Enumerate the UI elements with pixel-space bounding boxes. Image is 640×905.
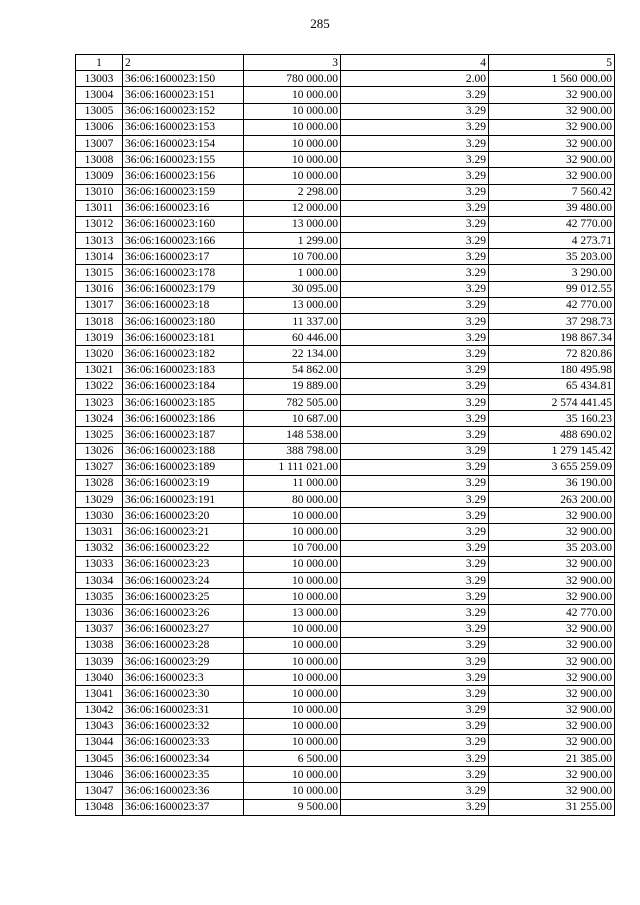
table-cell: 3.29 xyxy=(341,330,489,346)
table-cell: 13037 xyxy=(76,621,123,637)
table-cell: 3.29 xyxy=(341,751,489,767)
table-cell: 13033 xyxy=(76,556,123,572)
table-cell: 36:06:1600023:184 xyxy=(123,378,244,394)
table-cell: 3.29 xyxy=(341,249,489,265)
table-cell: 3.29 xyxy=(341,670,489,686)
table-cell: 13006 xyxy=(76,119,123,135)
column-header: 1 xyxy=(76,55,123,71)
table-cell: 10 687.00 xyxy=(244,411,341,427)
table-cell: 42 770.00 xyxy=(489,605,615,621)
table-cell: 10 000.00 xyxy=(244,168,341,184)
table-cell: 11 000.00 xyxy=(244,475,341,491)
table-cell: 11 337.00 xyxy=(244,314,341,330)
table-cell: 36:06:1600023:185 xyxy=(123,394,244,410)
table-cell: 32 900.00 xyxy=(489,621,615,637)
table-row xyxy=(76,767,615,783)
table-cell: 13014 xyxy=(76,249,123,265)
table-cell: 35 203.00 xyxy=(489,540,615,556)
table-cell: 10 000.00 xyxy=(244,135,341,151)
table-cell: 13040 xyxy=(76,670,123,686)
table-row xyxy=(76,670,615,686)
table-cell: 388 798.00 xyxy=(244,443,341,459)
table-cell: 36:06:1600023:191 xyxy=(123,492,244,508)
table-cell: 36 190.00 xyxy=(489,475,615,491)
table-cell: 80 000.00 xyxy=(244,492,341,508)
table-cell: 13008 xyxy=(76,152,123,168)
table-cell: 3.29 xyxy=(341,216,489,232)
table-cell: 32 900.00 xyxy=(489,637,615,653)
table-cell: 30 095.00 xyxy=(244,281,341,297)
table-row xyxy=(76,573,615,589)
table-cell: 13026 xyxy=(76,443,123,459)
table-cell: 3.29 xyxy=(341,394,489,410)
table-cell: 39 480.00 xyxy=(489,200,615,216)
table-cell: 6 500.00 xyxy=(244,751,341,767)
table-cell: 32 900.00 xyxy=(489,734,615,750)
table-cell: 13020 xyxy=(76,346,123,362)
table-cell: 488 690.02 xyxy=(489,427,615,443)
table-cell: 36:06:1600023:181 xyxy=(123,330,244,346)
table-cell: 36:06:1600023:155 xyxy=(123,152,244,168)
table-cell: 36:06:1600023:33 xyxy=(123,734,244,750)
table-cell: 13029 xyxy=(76,492,123,508)
table-cell: 1 299.00 xyxy=(244,233,341,249)
table-cell: 36:06:1600023:153 xyxy=(123,119,244,135)
table-cell: 42 770.00 xyxy=(489,297,615,313)
table-cell: 36:06:1600023:20 xyxy=(123,508,244,524)
table-cell: 31 255.00 xyxy=(489,799,615,815)
table-cell: 2.00 xyxy=(341,71,489,87)
table-cell: 3.29 xyxy=(341,524,489,540)
table-cell: 1 111 021.00 xyxy=(244,459,341,475)
table-cell: 32 900.00 xyxy=(489,653,615,669)
table-row xyxy=(76,346,615,362)
table-cell: 36:06:1600023:16 xyxy=(123,200,244,216)
table-cell: 3.29 xyxy=(341,718,489,734)
table-cell: 3.29 xyxy=(341,767,489,783)
table-cell: 13047 xyxy=(76,783,123,799)
table-row xyxy=(76,621,615,637)
table-cell: 3.29 xyxy=(341,556,489,572)
table-cell: 3.29 xyxy=(341,734,489,750)
table-cell: 10 000.00 xyxy=(244,783,341,799)
table-cell: 19 889.00 xyxy=(244,378,341,394)
table-cell: 36:06:1600023:183 xyxy=(123,362,244,378)
table-cell: 3.29 xyxy=(341,459,489,475)
table-cell: 3.29 xyxy=(341,637,489,653)
table-cell: 3.29 xyxy=(341,346,489,362)
table-cell: 12 000.00 xyxy=(244,200,341,216)
table-cell: 3.29 xyxy=(341,783,489,799)
table-cell: 10 000.00 xyxy=(244,508,341,524)
table-cell: 32 900.00 xyxy=(489,767,615,783)
table-cell: 1 560 000.00 xyxy=(489,71,615,87)
table-cell: 32 900.00 xyxy=(489,152,615,168)
table-row xyxy=(76,265,615,281)
table-cell: 36:06:1600023:36 xyxy=(123,783,244,799)
table-cell: 36:06:1600023:17 xyxy=(123,249,244,265)
table-cell: 3.29 xyxy=(341,702,489,718)
table-cell: 3.29 xyxy=(341,427,489,443)
table-cell: 36:06:1600023:31 xyxy=(123,702,244,718)
table-cell: 32 900.00 xyxy=(489,135,615,151)
table-cell: 3.29 xyxy=(341,362,489,378)
table-row xyxy=(76,103,615,119)
table-cell: 3.29 xyxy=(341,119,489,135)
table-cell: 37 298.73 xyxy=(489,314,615,330)
table-cell: 3.29 xyxy=(341,492,489,508)
table-row xyxy=(76,135,615,151)
data-table xyxy=(75,54,615,816)
table-row xyxy=(76,330,615,346)
table-cell: 32 900.00 xyxy=(489,589,615,605)
table-header-row xyxy=(76,55,615,71)
table-cell: 3.29 xyxy=(341,103,489,119)
table-cell: 13 000.00 xyxy=(244,216,341,232)
table-cell: 782 505.00 xyxy=(244,394,341,410)
table-cell: 36:06:1600023:3 xyxy=(123,670,244,686)
table-cell: 36:06:1600023:34 xyxy=(123,751,244,767)
table-cell: 13045 xyxy=(76,751,123,767)
table-cell: 32 900.00 xyxy=(489,702,615,718)
table-cell: 13035 xyxy=(76,589,123,605)
table-cell: 10 700.00 xyxy=(244,249,341,265)
table-cell: 3.29 xyxy=(341,589,489,605)
table-cell: 10 000.00 xyxy=(244,589,341,605)
table-cell: 263 200.00 xyxy=(489,492,615,508)
table-cell: 13031 xyxy=(76,524,123,540)
table-cell: 32 900.00 xyxy=(489,686,615,702)
table-cell: 65 434.81 xyxy=(489,378,615,394)
table-cell: 36:06:1600023:154 xyxy=(123,135,244,151)
table-row xyxy=(76,71,615,87)
table-cell: 72 820.86 xyxy=(489,346,615,362)
table-row xyxy=(76,314,615,330)
table-cell: 3.29 xyxy=(341,200,489,216)
table-cell: 36:06:1600023:24 xyxy=(123,573,244,589)
table-cell: 36:06:1600023:23 xyxy=(123,556,244,572)
table-cell: 99 012.55 xyxy=(489,281,615,297)
table-cell: 13 000.00 xyxy=(244,297,341,313)
table-body xyxy=(76,71,615,816)
table-row xyxy=(76,524,615,540)
table-cell: 198 867.34 xyxy=(489,330,615,346)
table-cell: 13013 xyxy=(76,233,123,249)
table-cell: 13048 xyxy=(76,799,123,815)
table-cell: 13021 xyxy=(76,362,123,378)
table-cell: 3.29 xyxy=(341,265,489,281)
column-header: 5 xyxy=(489,55,615,71)
table-cell: 13027 xyxy=(76,459,123,475)
table-cell: 36:06:1600023:21 xyxy=(123,524,244,540)
table-cell: 3.29 xyxy=(341,508,489,524)
table-cell: 32 900.00 xyxy=(489,87,615,103)
table-cell: 36:06:1600023:28 xyxy=(123,637,244,653)
table-row xyxy=(76,281,615,297)
table-cell: 13023 xyxy=(76,394,123,410)
table-cell: 32 900.00 xyxy=(489,508,615,524)
table-cell: 36:06:1600023:18 xyxy=(123,297,244,313)
table-cell: 10 000.00 xyxy=(244,556,341,572)
table-cell: 3 655 259.09 xyxy=(489,459,615,475)
table-row xyxy=(76,152,615,168)
table-cell: 36:06:1600023:159 xyxy=(123,184,244,200)
column-header: 2 xyxy=(123,55,244,71)
table-row xyxy=(76,540,615,556)
table-cell: 13004 xyxy=(76,87,123,103)
table-cell: 54 862.00 xyxy=(244,362,341,378)
table-cell: 36:06:1600023:166 xyxy=(123,233,244,249)
table-row xyxy=(76,394,615,410)
table-cell: 10 000.00 xyxy=(244,653,341,669)
table-cell: 4 273.71 xyxy=(489,233,615,249)
table-cell: 36:06:1600023:26 xyxy=(123,605,244,621)
table-cell: 36:06:1600023:30 xyxy=(123,686,244,702)
table-cell: 3.29 xyxy=(341,152,489,168)
table-row xyxy=(76,492,615,508)
table-cell: 32 900.00 xyxy=(489,670,615,686)
table-cell: 32 900.00 xyxy=(489,718,615,734)
table-row xyxy=(76,378,615,394)
table-cell: 32 900.00 xyxy=(489,556,615,572)
table-cell: 3.29 xyxy=(341,475,489,491)
table-cell: 13003 xyxy=(76,71,123,87)
table-cell: 13007 xyxy=(76,135,123,151)
table-cell: 13016 xyxy=(76,281,123,297)
table-cell: 32 900.00 xyxy=(489,783,615,799)
table-cell: 36:06:1600023:27 xyxy=(123,621,244,637)
table-cell: 148 538.00 xyxy=(244,427,341,443)
column-header: 4 xyxy=(341,55,489,71)
table-cell: 36:06:1600023:187 xyxy=(123,427,244,443)
table-cell: 10 000.00 xyxy=(244,734,341,750)
table-cell: 13022 xyxy=(76,378,123,394)
table-cell: 36:06:1600023:37 xyxy=(123,799,244,815)
table-cell: 13024 xyxy=(76,411,123,427)
table-cell: 3.29 xyxy=(341,297,489,313)
table-row xyxy=(76,443,615,459)
table-cell: 36:06:1600023:150 xyxy=(123,71,244,87)
table-cell: 21 385.00 xyxy=(489,751,615,767)
table-cell: 42 770.00 xyxy=(489,216,615,232)
table-cell: 13036 xyxy=(76,605,123,621)
table-row xyxy=(76,362,615,378)
table-cell: 36:06:1600023:25 xyxy=(123,589,244,605)
table-cell: 3.29 xyxy=(341,540,489,556)
table-cell: 3.29 xyxy=(341,605,489,621)
table-cell: 36:06:1600023:186 xyxy=(123,411,244,427)
table-cell: 36:06:1600023:180 xyxy=(123,314,244,330)
table-row xyxy=(76,734,615,750)
table-row xyxy=(76,637,615,653)
table-cell: 13 000.00 xyxy=(244,605,341,621)
table-cell: 10 000.00 xyxy=(244,670,341,686)
table-cell: 3.29 xyxy=(341,233,489,249)
table-cell: 10 700.00 xyxy=(244,540,341,556)
table-cell: 36:06:1600023:160 xyxy=(123,216,244,232)
table-cell: 13012 xyxy=(76,216,123,232)
column-header: 3 xyxy=(244,55,341,71)
table-cell: 10 000.00 xyxy=(244,524,341,540)
page-number: 285 xyxy=(310,16,330,31)
table-cell: 13017 xyxy=(76,297,123,313)
table-cell: 10 000.00 xyxy=(244,718,341,734)
table-row xyxy=(76,87,615,103)
table-row xyxy=(76,249,615,265)
table-cell: 780 000.00 xyxy=(244,71,341,87)
table-row xyxy=(76,427,615,443)
table-cell: 3.29 xyxy=(341,378,489,394)
table-cell: 32 900.00 xyxy=(489,103,615,119)
table-cell: 10 000.00 xyxy=(244,119,341,135)
table-row xyxy=(76,653,615,669)
table-cell: 3.29 xyxy=(341,443,489,459)
table-cell: 1 000.00 xyxy=(244,265,341,281)
table-row xyxy=(76,119,615,135)
table-cell: 36:06:1600023:179 xyxy=(123,281,244,297)
table-cell: 13009 xyxy=(76,168,123,184)
table-cell: 10 000.00 xyxy=(244,103,341,119)
table-cell: 1 279 145.42 xyxy=(489,443,615,459)
table-cell: 10 000.00 xyxy=(244,686,341,702)
table-cell: 10 000.00 xyxy=(244,767,341,783)
table-row xyxy=(76,556,615,572)
table-row xyxy=(76,605,615,621)
table-cell: 13019 xyxy=(76,330,123,346)
table-cell: 3.29 xyxy=(341,411,489,427)
table-cell: 3.29 xyxy=(341,135,489,151)
table-row xyxy=(76,783,615,799)
table-cell: 32 900.00 xyxy=(489,168,615,184)
table-cell: 13025 xyxy=(76,427,123,443)
table-cell: 10 000.00 xyxy=(244,152,341,168)
table-cell: 3.29 xyxy=(341,184,489,200)
table-cell: 13010 xyxy=(76,184,123,200)
table-row xyxy=(76,168,615,184)
table-cell: 35 203.00 xyxy=(489,249,615,265)
table-row xyxy=(76,589,615,605)
table-row xyxy=(76,718,615,734)
table-cell: 10 000.00 xyxy=(244,702,341,718)
table-row xyxy=(76,411,615,427)
table-row xyxy=(76,233,615,249)
table-cell: 32 900.00 xyxy=(489,573,615,589)
table-cell: 3.29 xyxy=(341,799,489,815)
table-cell: 13028 xyxy=(76,475,123,491)
table-cell: 13032 xyxy=(76,540,123,556)
table-cell: 36:06:1600023:152 xyxy=(123,103,244,119)
table-cell: 3.29 xyxy=(341,168,489,184)
table-row xyxy=(76,200,615,216)
table-cell: 13043 xyxy=(76,718,123,734)
table-cell: 10 000.00 xyxy=(244,637,341,653)
table-cell: 36:06:1600023:178 xyxy=(123,265,244,281)
table-row xyxy=(76,184,615,200)
table-cell: 3.29 xyxy=(341,573,489,589)
table-cell: 3.29 xyxy=(341,653,489,669)
table-cell: 36:06:1600023:188 xyxy=(123,443,244,459)
table-cell: 2 574 441.45 xyxy=(489,394,615,410)
table-cell: 36:06:1600023:151 xyxy=(123,87,244,103)
table-cell: 13030 xyxy=(76,508,123,524)
table-cell: 3.29 xyxy=(341,686,489,702)
table-cell: 13046 xyxy=(76,767,123,783)
table-cell: 32 900.00 xyxy=(489,524,615,540)
table-cell: 9 500.00 xyxy=(244,799,341,815)
table-cell: 13038 xyxy=(76,637,123,653)
table-cell: 36:06:1600023:182 xyxy=(123,346,244,362)
table-cell: 13044 xyxy=(76,734,123,750)
table-cell: 13018 xyxy=(76,314,123,330)
table-cell: 36:06:1600023:156 xyxy=(123,168,244,184)
table-cell: 10 000.00 xyxy=(244,573,341,589)
table-cell: 10 000.00 xyxy=(244,621,341,637)
table-cell: 3.29 xyxy=(341,87,489,103)
table-cell: 13041 xyxy=(76,686,123,702)
table-cell: 7 560.42 xyxy=(489,184,615,200)
table-row xyxy=(76,751,615,767)
table-row xyxy=(76,216,615,232)
table-cell: 3 290.00 xyxy=(489,265,615,281)
table-cell: 13042 xyxy=(76,702,123,718)
table-row xyxy=(76,508,615,524)
table-cell: 13034 xyxy=(76,573,123,589)
table-cell: 13015 xyxy=(76,265,123,281)
table-cell: 3.29 xyxy=(341,281,489,297)
table-cell: 60 446.00 xyxy=(244,330,341,346)
table-cell: 36:06:1600023:32 xyxy=(123,718,244,734)
table-cell: 36:06:1600023:19 xyxy=(123,475,244,491)
table-cell: 36:06:1600023:35 xyxy=(123,767,244,783)
table-cell: 36:06:1600023:29 xyxy=(123,653,244,669)
table-cell: 13011 xyxy=(76,200,123,216)
table-cell: 13005 xyxy=(76,103,123,119)
table-cell: 36:06:1600023:22 xyxy=(123,540,244,556)
table-cell: 32 900.00 xyxy=(489,119,615,135)
table-cell: 2 298.00 xyxy=(244,184,341,200)
table-row xyxy=(76,799,615,815)
table-row xyxy=(76,702,615,718)
table-row xyxy=(76,297,615,313)
table-row xyxy=(76,475,615,491)
table-cell: 36:06:1600023:189 xyxy=(123,459,244,475)
table-cell: 3.29 xyxy=(341,621,489,637)
table-row xyxy=(76,459,615,475)
table-cell: 180 495.98 xyxy=(489,362,615,378)
table-row xyxy=(76,686,615,702)
table-cell: 35 160.23 xyxy=(489,411,615,427)
table-cell: 13039 xyxy=(76,653,123,669)
table-cell: 3.29 xyxy=(341,314,489,330)
table-cell: 22 134.00 xyxy=(244,346,341,362)
table-cell: 10 000.00 xyxy=(244,87,341,103)
